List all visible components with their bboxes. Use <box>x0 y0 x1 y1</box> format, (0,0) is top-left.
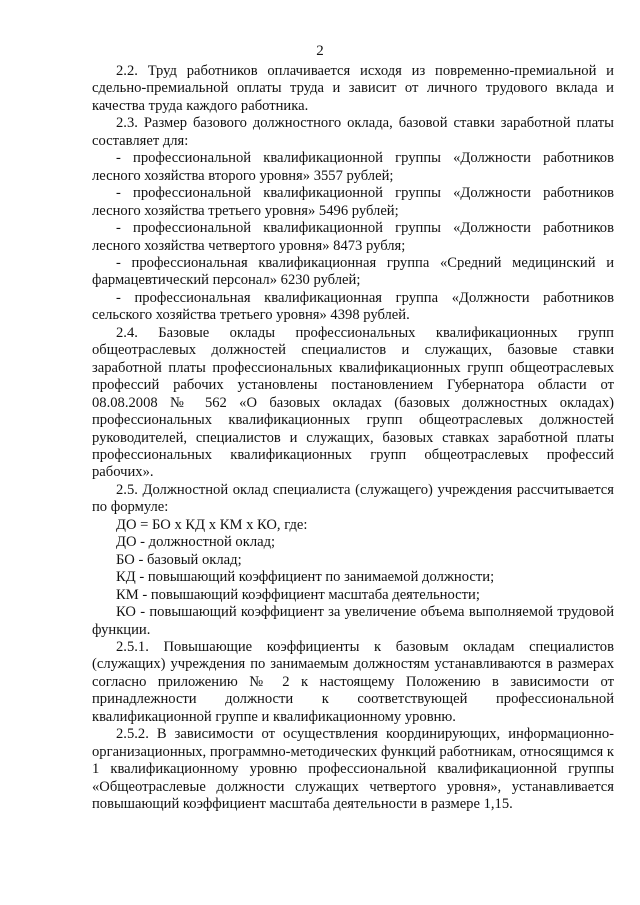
paragraph-2-5-2: 2.5.2. В зависимости от осуществления координирующих, информационно-организационных, программно-методических функций работникам, относящимся к 1 квалификационному уровню профессиональной квалификационной группы «Общеотраслевые должности служащих четвертого уровня», устанавливается повышающий коэффициент масштаба деятельности в размере 1,15. <box>92 726 614 813</box>
paragraph-2-2: 2.2. Труд работников оплачивается исходя из повременно-премиальной и сдельно-премиальной оплаты труда и зависит от личного трудового вклада и качества труда каждого работника. <box>92 63 614 114</box>
definition-kd: КД - повышающий коэффициент по занимаемой должности; <box>116 569 495 586</box>
paragraph-2-5: 2.5. Должностной оклад специалиста (служащего) учреждения рассчитывается по формуле: <box>92 481 614 516</box>
formula: ДО = БО х КД х КМ х КО, где: <box>116 516 308 533</box>
definition-ko: КО - повышающий коэффициент за увеличение объема выполняемой трудовой функции. <box>92 604 614 638</box>
definition-do: ДО - должностной оклад; <box>116 534 276 551</box>
document-body <box>92 63 614 813</box>
list-item-medical-staff: - профессиональная квалификационная группа «Средний медицинский и фармацевтический персонал» 6230 рублей; <box>92 254 614 289</box>
list-item-agriculture-level-3: - профессиональная квалификационная группа «Должности работников сельского хозяйства третьего уровня» 4398 рублей. <box>92 289 614 324</box>
list-item-forestry-level-2: - профессиональной квалификационной группы «Должности работников лесного хозяйства второго уровня» 3557 рублей; <box>92 150 614 184</box>
paragraph-2-5-1: 2.5.1. Повышающие коэффициенты к базовым окладам специалистов (служащих) учреждения по занимаемым должностям устанавливаются в размерах согласно приложению № 2 к настоящему Положению в зависимости от принадлежности должности к соответствующей профессиональной квалификационной группе и квалификационному уровню. <box>92 638 614 725</box>
list-item-forestry-level-4: - профессиональной квалификационной группы «Должности работников лесного хозяйства четвертого уровня» 8473 рубля; <box>92 220 614 254</box>
page-number: 2 <box>316 43 324 59</box>
definition-km: КМ - повышающий коэффициент масштаба деятельности; <box>116 586 480 603</box>
definition-bo: БО - базовый оклад; <box>116 551 242 568</box>
paragraph-2-3: 2.3. Размер базового должностного оклада, базовой ставки заработной платы составляет для: <box>92 115 614 149</box>
list-item-forestry-level-3: - профессиональной квалификационной группы «Должности работников лесного хозяйства третьего уровня» 5496 рублей; <box>92 185 614 219</box>
paragraph-2-4: 2.4. Базовые оклады профессиональных квалификационных групп общеотраслевых должностей специалистов и служащих, базовые ставки заработной платы профессиональных квалификационных групп общеотраслевых профессий рабочих установлены постановлением Губернатора области от 08.08.2008 № 562 «О базовых окладах (базовых должностных окладах) профессиональных квалификационных групп общеотраслевых должностей руководителей, специалистов и служащих, базовых ставках заработной платы профессиональных квалификационных групп общеотраслевых профессий рабочих». <box>92 324 614 481</box>
